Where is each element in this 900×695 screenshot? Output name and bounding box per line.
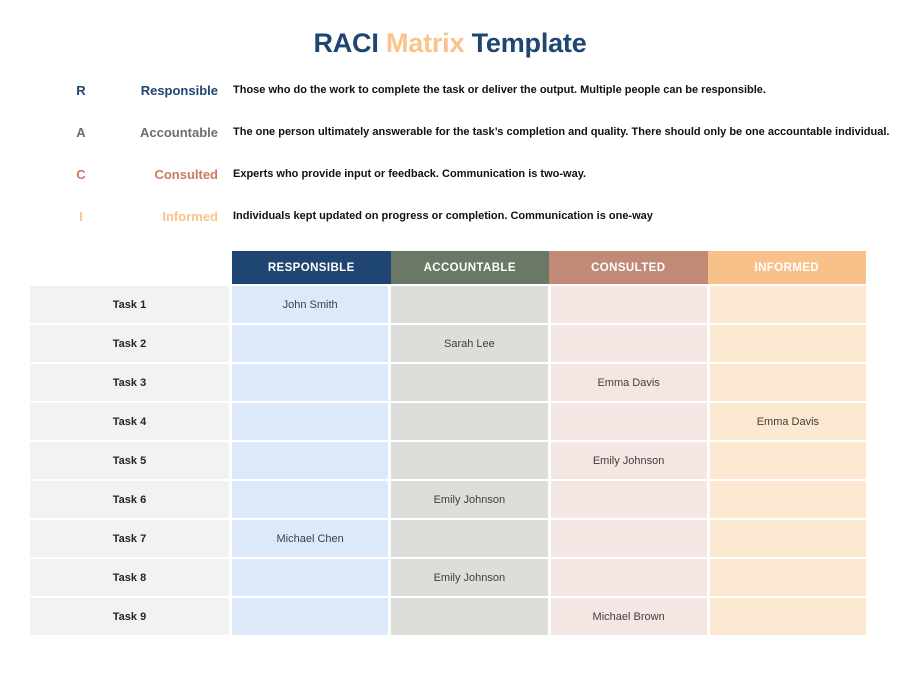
matrix-cell-informed[interactable] xyxy=(710,559,866,596)
table-body xyxy=(30,286,866,635)
raci-matrix-table xyxy=(30,251,866,635)
legend-letter-i: I xyxy=(79,208,83,224)
matrix-cell-responsible[interactable] xyxy=(232,598,388,635)
task-label-cell[interactable]: Task 8 xyxy=(30,559,229,596)
matrix-cell-informed[interactable] xyxy=(710,325,866,362)
task-label-cell[interactable]: Task 3 xyxy=(30,364,229,401)
matrix-cell-responsible[interactable] xyxy=(232,559,388,596)
matrix-cell-accountable[interactable] xyxy=(391,403,547,440)
matrix-cell-consulted[interactable] xyxy=(551,559,707,596)
legend-row-informed xyxy=(0,195,900,237)
task-label-cell[interactable]: Task 6 xyxy=(30,481,229,518)
matrix-cell-responsible[interactable] xyxy=(232,481,388,518)
matrix-cell-accountable[interactable]: Sarah Lee xyxy=(391,325,547,362)
matrix-cell-consulted[interactable] xyxy=(551,403,707,440)
legend-row-consulted xyxy=(0,153,900,195)
legend-term-responsible: Responsible xyxy=(140,82,218,98)
task-label-cell[interactable]: Task 7 xyxy=(30,520,229,557)
title-word-raci: RACI xyxy=(313,28,379,58)
legend-description-responsible: Those who do the work to complete the task or deliver the output. Multiple people can be responsible. xyxy=(233,84,766,96)
matrix-cell-accountable[interactable] xyxy=(391,442,547,479)
matrix-cell-informed[interactable] xyxy=(710,598,866,635)
matrix-cell-informed[interactable] xyxy=(710,286,866,323)
page-title xyxy=(0,0,900,59)
legend-description-consulted: Experts who provide input or feedback. Communication is two-way. xyxy=(233,168,587,180)
legend-term-informed: Informed xyxy=(162,208,218,224)
matrix-cell-responsible[interactable] xyxy=(232,442,388,479)
matrix-cell-responsible[interactable] xyxy=(232,403,388,440)
matrix-cell-responsible[interactable]: John Smith xyxy=(232,286,388,323)
matrix-cell-informed[interactable] xyxy=(710,481,866,518)
matrix-cell-accountable[interactable] xyxy=(391,598,547,635)
matrix-cell-accountable[interactable] xyxy=(391,520,547,557)
legend-term-consulted: Consulted xyxy=(154,166,218,182)
matrix-cell-consulted[interactable]: Emma Davis xyxy=(551,364,707,401)
matrix-cell-consulted[interactable] xyxy=(551,481,707,518)
matrix-cell-consulted[interactable] xyxy=(551,520,707,557)
legend-row-responsible xyxy=(0,69,900,111)
legend-description-accountable: The one person ultimately answerable for the task’s completion and quality. There should only be one accountable individual. xyxy=(233,126,890,138)
matrix-cell-accountable[interactable] xyxy=(391,286,547,323)
column-header-responsible: RESPONSIBLE xyxy=(232,251,391,284)
table-header-row xyxy=(232,251,866,284)
legend-description-informed: Individuals kept updated on progress or completion. Communication is one-way xyxy=(233,210,653,222)
matrix-cell-accountable[interactable]: Emily Johnson xyxy=(391,481,547,518)
column-header-consulted: CONSULTED xyxy=(549,251,708,284)
task-label-cell[interactable]: Task 4 xyxy=(30,403,229,440)
task-label-cell[interactable]: Task 9 xyxy=(30,598,229,635)
matrix-cell-consulted[interactable]: Michael Brown xyxy=(551,598,707,635)
legend-letter-a: A xyxy=(76,124,86,140)
matrix-cell-responsible[interactable] xyxy=(232,325,388,362)
title-word-template: Template xyxy=(471,28,587,58)
matrix-cell-accountable[interactable] xyxy=(391,364,547,401)
column-header-informed: INFORMED xyxy=(708,251,867,284)
matrix-cell-informed[interactable]: Emma Davis xyxy=(710,403,866,440)
legend-letter-c: C xyxy=(76,166,86,182)
matrix-cell-consulted[interactable] xyxy=(551,325,707,362)
column-header-accountable: ACCOUNTABLE xyxy=(391,251,550,284)
task-label-cell[interactable]: Task 2 xyxy=(30,325,229,362)
matrix-cell-consulted[interactable] xyxy=(551,286,707,323)
matrix-cell-informed[interactable] xyxy=(710,364,866,401)
title-word-matrix: Matrix xyxy=(385,28,465,58)
matrix-cell-responsible[interactable] xyxy=(232,364,388,401)
legend-row-accountable xyxy=(0,111,900,153)
legend-letter-r: R xyxy=(76,82,86,98)
matrix-cell-informed[interactable] xyxy=(710,442,866,479)
matrix-cell-responsible[interactable]: Michael Chen xyxy=(232,520,388,557)
legend-term-accountable: Accountable xyxy=(139,124,218,140)
matrix-cell-accountable[interactable]: Emily Johnson xyxy=(391,559,547,596)
task-label-cell[interactable]: Task 5 xyxy=(30,442,229,479)
matrix-cell-consulted[interactable]: Emily Johnson xyxy=(551,442,707,479)
raci-legend xyxy=(0,69,900,237)
task-label-cell[interactable]: Task 1 xyxy=(30,286,229,323)
matrix-cell-informed[interactable] xyxy=(710,520,866,557)
